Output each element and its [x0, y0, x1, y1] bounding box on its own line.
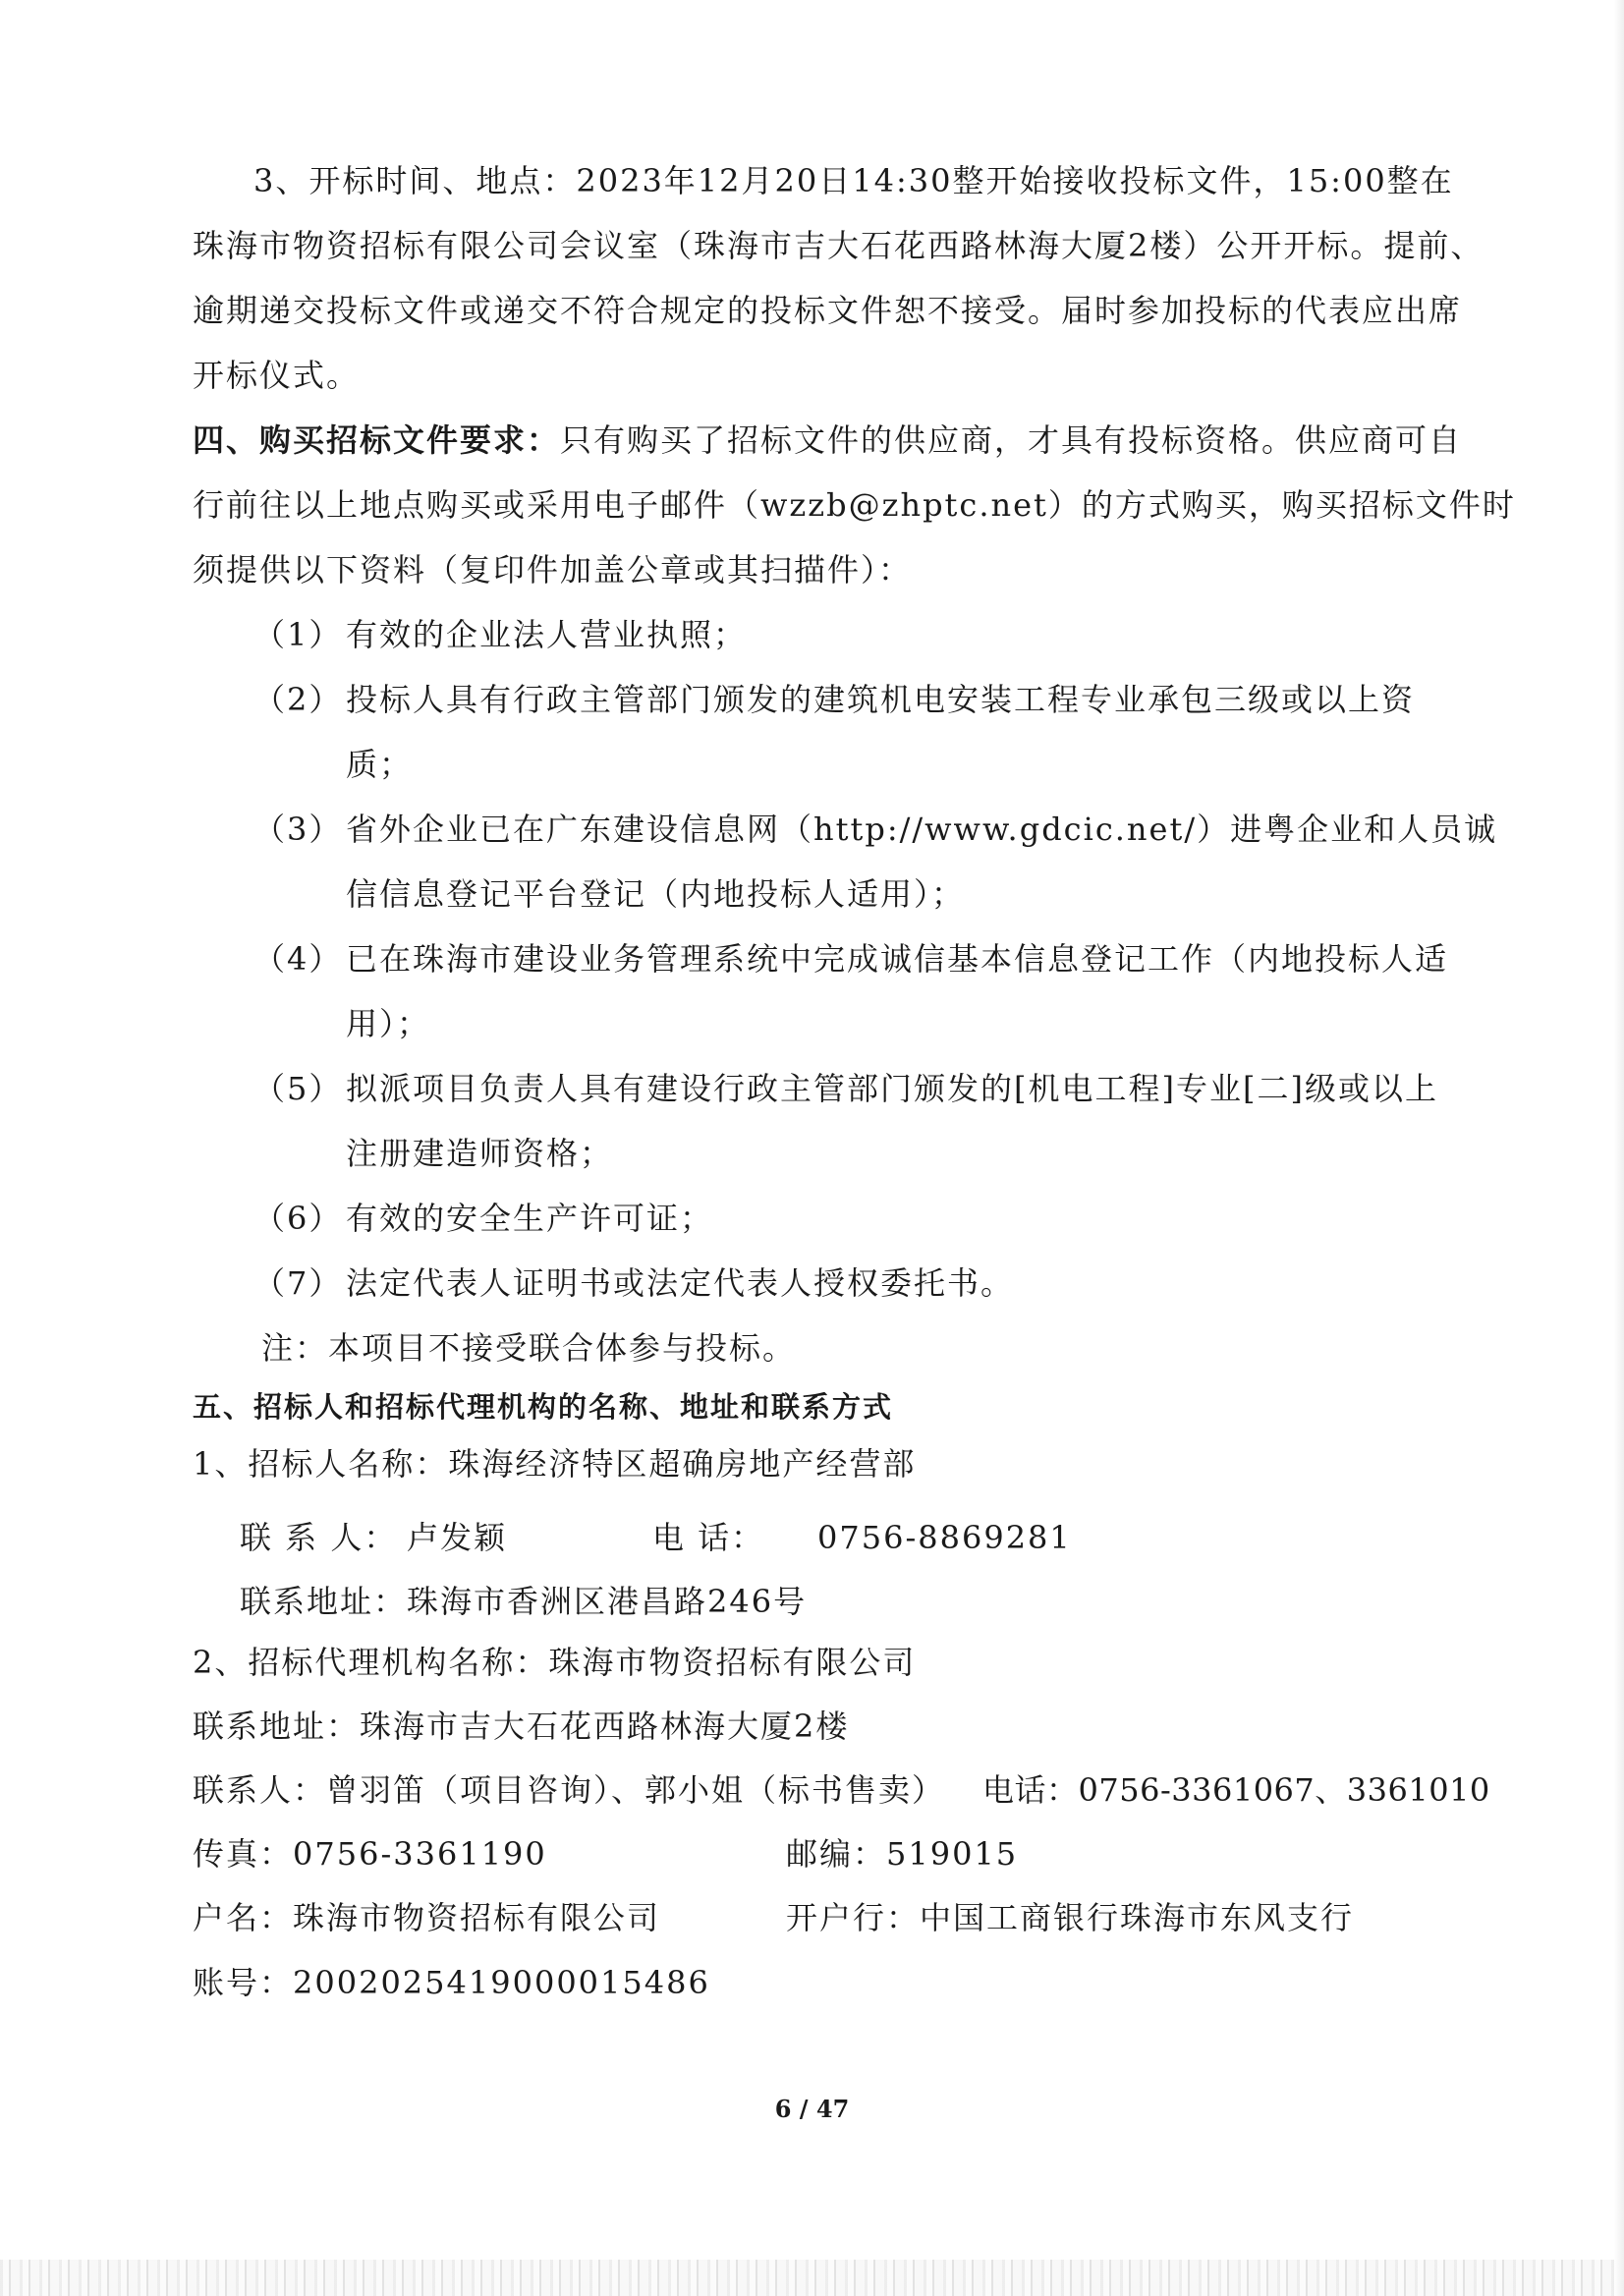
list-item-4-cont: 用）；	[346, 1005, 431, 1042]
list-item-2-text: 投标人具有行政主管部门颁发的建筑机电安装工程专业承包三级或以上资	[346, 681, 1416, 718]
section4-first-line	[193, 419, 1462, 462]
list-item-1-text: 有效的企业法人营业执照；	[346, 616, 748, 653]
agency-address: 联系地址：珠海市吉大石花西路林海大厦2楼	[193, 1708, 850, 1745]
list-item-2-num: （2）	[253, 681, 343, 718]
account-name: 户名：珠海市物资招标有限公司	[193, 1899, 661, 1936]
section5-heading: 五、招标人和招标代理机构的名称、地址和联系方式	[193, 1390, 894, 1424]
account-number: 账号：2002025419000015486	[193, 1964, 710, 2001]
tenderer-name: 1、招标人名称：珠海经济特区超确房地产经营部	[193, 1445, 917, 1483]
list-item-3-cont: 信信息登记平台登记（内地投标人适用）；	[346, 875, 966, 913]
agency-contact: 联系人：曾羽笛（项目咨询）、郭小姐（标书售卖）	[193, 1771, 946, 1809]
section4-heading: 四、购买招标文件要求：	[193, 421, 561, 459]
list-item-5-cont: 注册建造师资格；	[346, 1135, 614, 1172]
section3-line2: 珠海市物资招标有限公司会议室（珠海市吉大石花西路林海大厦2楼）公开开标。提前、	[193, 227, 1484, 264]
list-item-4-text: 已在珠海市建设业务管理系统中完成诚信基本信息登记工作（内地投标人适	[346, 940, 1449, 978]
bank-name: 开户行：中国工商银行珠海市东风支行	[786, 1899, 1355, 1936]
section4-line1: 只有购买了招标文件的供应商，才具有投标资格。供应商可自	[560, 421, 1463, 459]
agency-fax: 传真：0756-3361190	[193, 1835, 547, 1873]
list-item-5-num: （5）	[253, 1070, 343, 1107]
tenderer-phone: 0756-8869281	[817, 1519, 1072, 1556]
list-item-5-text: 拟派项目负责人具有建设行政主管部门颁发的[机电工程]专业[二]级或以上	[346, 1070, 1438, 1107]
section3-line3: 逾期递交投标文件或递交不符合规定的投标文件恕不接受。届时参加投标的代表应出席	[193, 292, 1463, 329]
page-number: 6 / 47	[774, 2095, 850, 2123]
note: 注：本项目不接受联合体参与投标。	[261, 1329, 797, 1367]
section3-line4: 开标仪式。	[193, 357, 361, 394]
section4-line3: 须提供以下资料（复印件加盖公章或其扫描件）：	[193, 551, 913, 588]
list-item-2-cont: 质；	[346, 746, 414, 783]
tenderer-contact: 卢发颖	[407, 1519, 508, 1556]
scan-artifact-right	[1614, 0, 1624, 2296]
list-item-7-num: （7）	[253, 1264, 343, 1302]
list-item-4-num: （4）	[253, 940, 343, 978]
agency-postcode: 邮编：519015	[786, 1835, 1019, 1873]
list-item-1-num: （1）	[253, 616, 343, 653]
agency-phone: 电话：0756-3361067、3361010	[982, 1771, 1490, 1809]
list-item-7-text: 法定代表人证明书或法定代表人授权委托书。	[346, 1264, 1015, 1302]
tenderer-address: 联系地址：珠海市香洲区港昌路246号	[240, 1583, 808, 1620]
list-item-6-text: 有效的安全生产许可证；	[346, 1200, 714, 1237]
list-item-6-num: （6）	[253, 1200, 343, 1237]
list-item-3-num: （3）	[253, 811, 343, 848]
agency-name: 2、招标代理机构名称：珠海市物资招标有限公司	[193, 1644, 917, 1681]
section4-line2: 行前往以上地点购买或采用电子邮件（wzzb@zhptc.net）的方式购买，购买招标文件时	[193, 486, 1516, 524]
scan-artifact-bottom	[0, 2260, 1624, 2296]
tenderer-contact-label: 联 系 人：	[240, 1519, 398, 1556]
section3-line1: 3、开标时间、地点：2023年12月20日14:30整开始接收投标文件，15:00整在	[253, 162, 1454, 199]
tenderer-phone-label: 电 话：	[652, 1519, 765, 1556]
list-item-3-text: 省外企业已在广东建设信息网（http://www.gdcic.net/）进粤企业和人员诚	[346, 811, 1498, 848]
